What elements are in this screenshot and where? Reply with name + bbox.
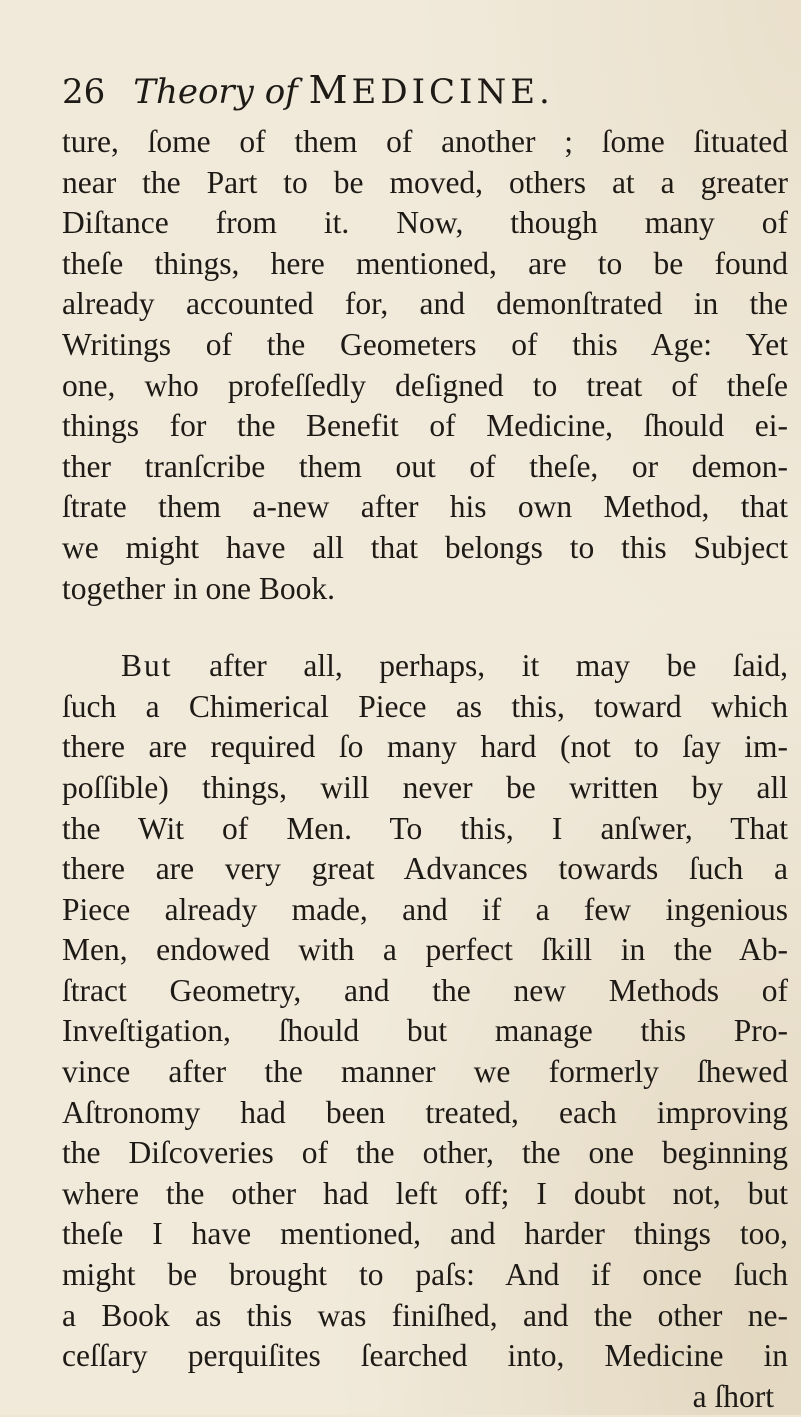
text-line: Inveſtigation, ſhould but manage this Pro- — [62, 1013, 788, 1049]
text-line: already accounted for, and demonſtrated in the — [62, 286, 788, 322]
text-line: the Wit of Men. To this, I anſwer, That — [62, 810, 788, 846]
text-line: a Book as this was finiſhed, and the other ne- — [62, 1297, 788, 1333]
paragraph-2 — [62, 646, 788, 1377]
text-line: things for the Benefit of Medicine, ſhould ei- — [62, 408, 788, 444]
catchword: a ſhort — [692, 1378, 774, 1414]
running-title-italic: Theory of — [133, 72, 298, 112]
text-line: ceſſary perquiſites ſearched into, Medicine in — [62, 1338, 788, 1374]
text-line: theſe things, here mentioned, are to be found — [62, 245, 788, 281]
page-number: 26 — [62, 72, 106, 112]
text-line: ther tranſcribe them out of theſe, or demon- — [62, 448, 788, 484]
paragraph-1 — [62, 122, 788, 609]
text-line: we might have all that belongs to this Subject — [62, 529, 788, 565]
text-line: where the other had left off; I doubt not, but — [62, 1175, 788, 1211]
text-line: one, who profeſſedly deſigned to treat of theſe — [62, 367, 788, 403]
text-line: vince after the manner we formerly ſhewed — [62, 1054, 788, 1090]
text-line: theſe I have mentioned, and harder things too, — [62, 1216, 788, 1252]
text-line: poſſible) things, will never be written by all — [62, 769, 788, 805]
text-line: Men, endowed with a perfect ſkill in the Ab- — [62, 932, 788, 968]
text-line: ſtrate them a-new after his own Method, that — [62, 489, 788, 525]
page-body — [62, 122, 788, 1417]
running-title-caps: MEDICINE. — [308, 68, 554, 112]
text-line: there are very great Advances towards ſuch a — [62, 851, 788, 887]
text-line: ture, ſome of them of another ; ſome ſituated — [62, 124, 788, 159]
text-line: ſuch a Chimerical Piece as this, toward which — [62, 688, 788, 724]
text-line: might be brought to paſs: And if once ſuch — [62, 1257, 788, 1293]
text-line: together in one Book. — [62, 570, 335, 606]
text-line: near the Part to be moved, others at a greater — [62, 164, 788, 200]
text-line: the Diſcoveries of the other, the one beginning — [62, 1135, 788, 1171]
text-line: Writings of the Geometers of this Age: Yet — [62, 326, 788, 362]
running-header — [62, 68, 554, 112]
text-line-first: But after all, perhaps, it may be ſaid, — [121, 648, 789, 684]
text-line: Aſtronomy had been treated, each improving — [62, 1094, 788, 1130]
text-line: ſtract Geometry, and the new Methods of — [62, 972, 788, 1008]
paragraph-gap — [62, 609, 788, 646]
text-line: Piece already made, and if a few ingenious — [62, 891, 788, 927]
text-line: there are required ſo many hard (not to ſay im- — [62, 729, 788, 765]
text-line: Diſtance from it. Now, though many of — [62, 205, 788, 241]
opening-small-caps: But — [121, 648, 173, 684]
